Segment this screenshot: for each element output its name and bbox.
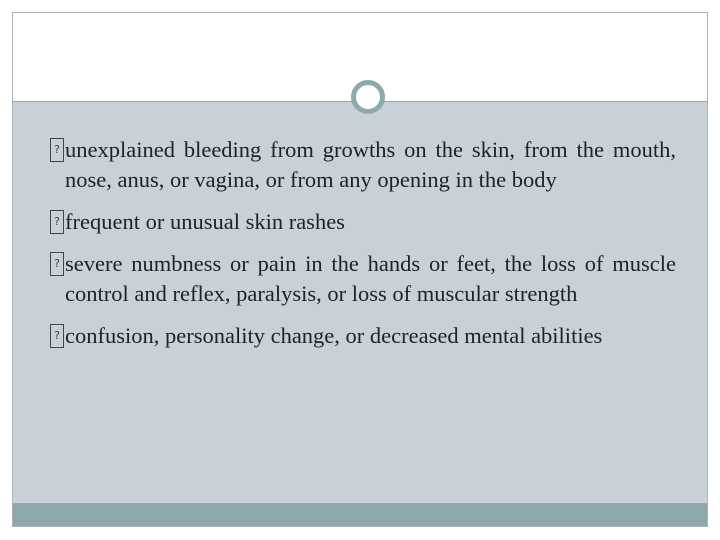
bullet-glyph-icon: ?	[50, 210, 64, 234]
bullet-item	[50, 321, 676, 351]
bullet-text: severe numbness or pain in the hands or feet, the loss of muscle control and reflex, paralysis, or loss of muscular strength	[65, 251, 676, 306]
footer-band	[13, 503, 707, 526]
divider-circle-ornament	[351, 80, 385, 114]
bullet-item	[50, 207, 676, 237]
bullet-item	[50, 249, 676, 309]
bullet-list	[50, 135, 676, 363]
bullet-text: confusion, personality change, or decreased mental abilities	[65, 323, 603, 348]
bullet-glyph-icon: ?	[50, 324, 64, 348]
bullet-text: frequent or unusual skin rashes	[65, 209, 345, 234]
bullet-glyph-icon: ?	[50, 138, 64, 162]
bullet-glyph-icon: ?	[50, 252, 64, 276]
bullet-item	[50, 135, 676, 195]
bullet-text: unexplained bleeding from growths on the skin, from the mouth, nose, anus, or vagina, or from any opening in the body	[65, 137, 676, 192]
